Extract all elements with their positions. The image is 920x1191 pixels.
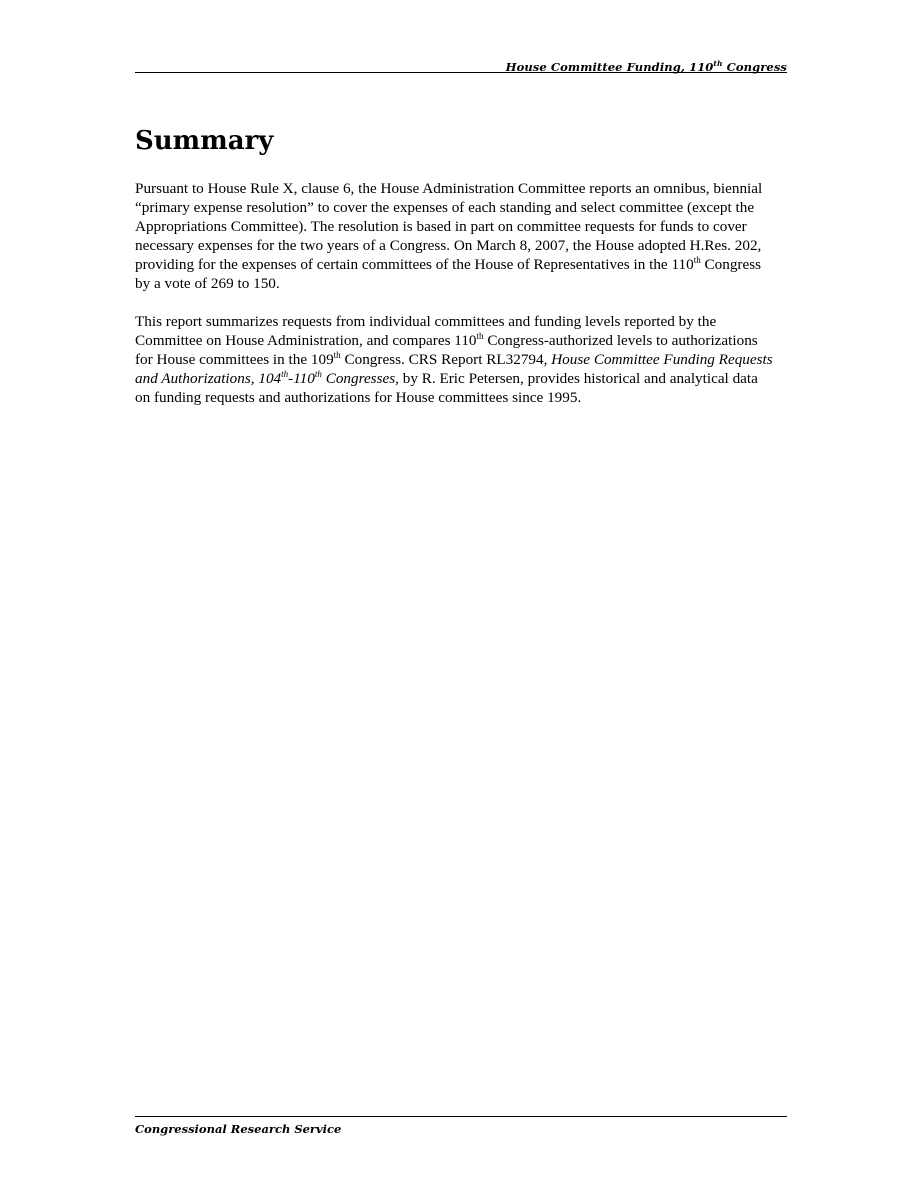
- p2-text-b: Congress-authorized levels to authorizations for House committees in the 109: [135, 332, 758, 368]
- running-footer: Congressional Research Service: [135, 1122, 342, 1136]
- report-title-sup-1: th: [281, 368, 289, 379]
- p2-text-d: , by R. Eric Petersen, provides historical and analytical data on funding requests and authorizations for House committees since 1995.: [135, 370, 758, 406]
- report-title-sup-2: th: [314, 368, 322, 379]
- p1-text: Pursuant to House Rule X, clause 6, the House Administration Committee reports an omnibus, biennial “primary expense resolution” to cover the expenses of each standing and select committee (except the Appropriations Committee). The resolution is based in part on committee requests for funds to cover necessary expenses for the two years of a Congress. On March 8, 2007, the House adopted H.Res. 202, providing for the expenses of certain committees of the House of Representatives in the 110: [135, 180, 763, 273]
- header-rule: [135, 72, 787, 73]
- report-title-b: -110: [288, 370, 315, 387]
- header-superscript: th: [713, 59, 723, 68]
- p2-superscript-2: th: [333, 349, 341, 360]
- p2-text-c: Congress. CRS Report RL32794,: [340, 351, 552, 368]
- section-heading: Summary: [135, 126, 274, 156]
- report-title-c: Congresses: [321, 370, 396, 387]
- report-title-a: House Committee Funding Requests and Authorizations, 104: [135, 351, 773, 387]
- p2-text-a: This report summarizes requests from individual committees and funding levels reported by the Committee on House Administration, and compares 110: [135, 313, 717, 349]
- summary-paragraph-1: [135, 179, 775, 293]
- footer-rule: [135, 1116, 787, 1117]
- summary-paragraph-2: [135, 312, 775, 407]
- header-title-end: Congress: [722, 59, 787, 74]
- p1-superscript: th: [693, 254, 701, 265]
- p2-superscript-1: th: [476, 330, 484, 341]
- header-title: House Committee Funding, 110: [505, 59, 714, 74]
- p1-text-end: Congress by a vote of 269 to 150.: [135, 256, 762, 292]
